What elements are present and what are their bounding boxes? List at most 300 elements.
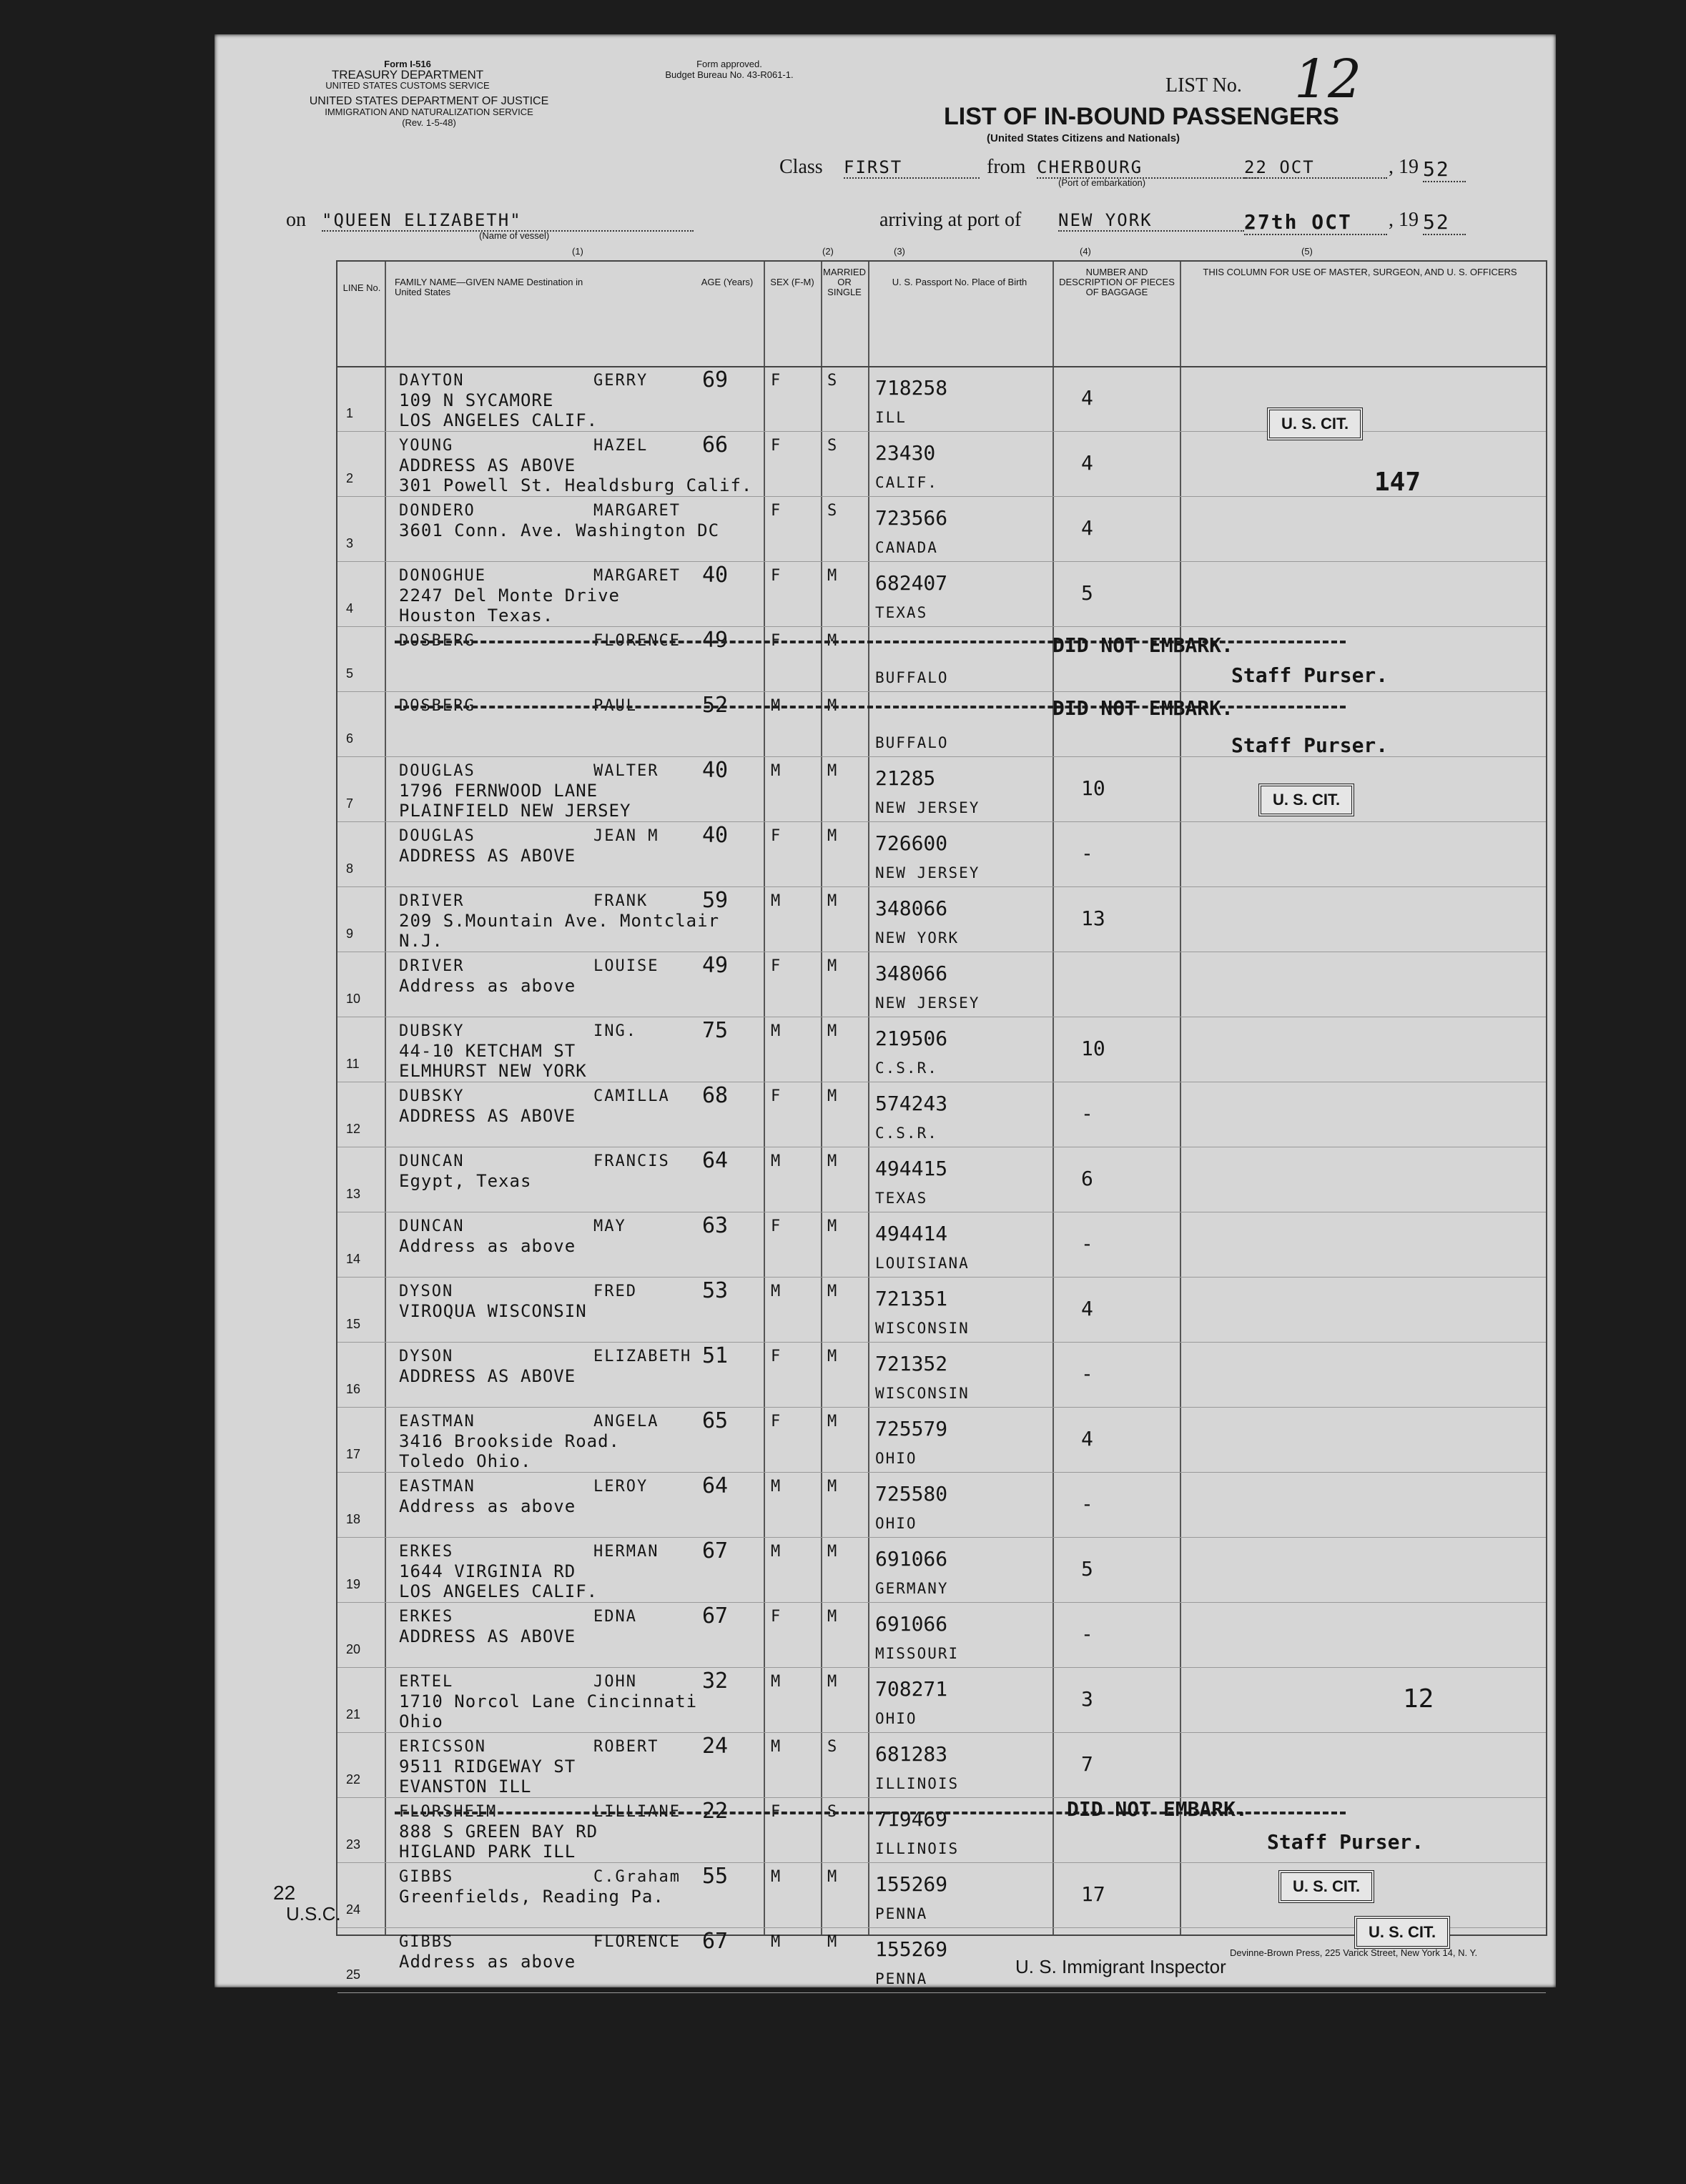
treasury-dept: TREASURY DEPARTMENT	[331, 68, 484, 81]
table-row	[337, 496, 1546, 562]
passport-number: 682407	[875, 571, 948, 595]
table-row	[337, 1667, 1546, 1733]
passport-number: 726600	[875, 831, 948, 855]
family-name: GIBBS	[399, 1933, 454, 1951]
line-number: 18	[346, 1512, 361, 1526]
us-cit-stamp: U. S. CIT.	[1354, 1916, 1450, 1949]
marital-status: M	[827, 1413, 837, 1431]
col-age: AGE (Years)	[701, 277, 754, 287]
marital-status: M	[827, 892, 837, 910]
family-name: ERKES	[399, 1608, 454, 1626]
age: 65	[702, 1408, 729, 1433]
rev-label: (Rev. 1-5-48)	[402, 117, 456, 128]
family-name: DUBSKY	[399, 1087, 465, 1105]
age: 52	[702, 693, 729, 718]
marital-status: M	[827, 1022, 837, 1040]
sex: F	[771, 1217, 781, 1235]
place-of-birth: NEW JERSEY	[875, 864, 980, 881]
staff-purser-5: Staff Purser.	[1231, 663, 1389, 687]
baggage-count: 4	[1081, 1297, 1093, 1320]
address-line-1: 209 S.Mountain Ave. Montclair	[399, 911, 720, 931]
address-line-1: ADDRESS AS ABOVE	[399, 1626, 576, 1646]
given-name: JEAN M	[593, 827, 659, 845]
address-line-2: ELMHURST NEW YORK	[399, 1061, 587, 1081]
given-name: FLORENCE	[593, 1933, 681, 1951]
staff-purser-6: Staff Purser.	[1231, 733, 1389, 757]
given-name: GERRY	[593, 372, 649, 390]
address-line-2: Ohio	[399, 1711, 443, 1731]
baggage-count: 10	[1081, 776, 1105, 800]
sex: F	[771, 437, 781, 455]
col-passport: U. S. Passport No. Place of Birth	[892, 277, 1027, 287]
family-name: DAYTON	[399, 372, 465, 390]
place-of-birth: ILLINOIS	[875, 1775, 960, 1792]
passport-number: 494415	[875, 1157, 948, 1180]
sex: M	[771, 762, 781, 780]
table-row	[337, 1537, 1546, 1603]
sex: M	[771, 1543, 781, 1561]
class-label: Class	[779, 156, 823, 178]
address-line-2: PLAINFIELD NEW JERSEY	[399, 801, 631, 821]
line-number: 19	[346, 1577, 361, 1591]
passport-number: 155269	[875, 1872, 948, 1896]
given-name: ROBERT	[593, 1738, 659, 1756]
marital-status: M	[827, 567, 837, 585]
address-line-2: Houston Texas.	[399, 606, 554, 626]
did-not-embark-6: DID NOT EMBARK.	[1052, 696, 1233, 720]
place-of-birth: TEXAS	[875, 604, 928, 621]
address-line-1: 1710 Norcol Lane Cincinnati	[399, 1691, 698, 1711]
address-line-2: HIGLAND PARK ILL	[399, 1842, 576, 1862]
family-name: DOUGLAS	[399, 762, 475, 780]
line-number: 10	[346, 992, 361, 1006]
age: 59	[702, 888, 729, 913]
address-line-1: 3416 Brookside Road.	[399, 1431, 620, 1451]
table-row	[337, 561, 1546, 627]
given-name: ELIZABETH	[593, 1348, 692, 1365]
passport-number: 574243	[875, 1092, 948, 1115]
line-number: 7	[346, 796, 354, 811]
given-name: LEROY	[593, 1478, 649, 1496]
family-name: ERICSSON	[399, 1738, 486, 1756]
place-of-birth: ILLINOIS	[875, 1840, 960, 1857]
table-row	[337, 1212, 1546, 1278]
sex: F	[771, 1348, 781, 1365]
baggage-count: 4	[1081, 386, 1093, 410]
table-row	[337, 1277, 1546, 1343]
address-line-1: 9511 RIDGEWAY ST	[399, 1756, 576, 1777]
marital-status: M	[827, 1543, 837, 1561]
place-of-birth: C.S.R.	[875, 1059, 938, 1077]
line-number: 11	[346, 1057, 360, 1071]
vessel-caption: (Name of vessel)	[479, 230, 550, 241]
sex: F	[771, 1087, 781, 1105]
passport-number: 723566	[875, 506, 948, 530]
address-line-2: Toledo Ohio.	[399, 1451, 532, 1471]
table-row	[337, 952, 1546, 1017]
age: 55	[702, 1864, 729, 1889]
col-num-1: (1)	[572, 246, 583, 257]
given-name: MARGARET	[593, 502, 681, 520]
age: 69	[702, 367, 729, 392]
col-officers: THIS COLUMN FOR USE OF MASTER, SURGEON, AND U. S. OFFICERS	[1203, 267, 1517, 277]
address-line-1: ADDRESS AS ABOVE	[399, 846, 576, 866]
arrive-port: NEW YORK	[1058, 210, 1244, 232]
form-approved-block	[636, 59, 822, 80]
table-row	[337, 1082, 1546, 1147]
address-line-1: ADDRESS AS ABOVE	[399, 455, 576, 475]
address-line-1: 1796 FERNWOOD LANE	[399, 781, 598, 801]
line-number: 15	[346, 1317, 361, 1331]
line-number: 21	[346, 1707, 361, 1721]
address-line-1: Address as above	[399, 1236, 576, 1256]
year-prefix-2: , 19	[1389, 209, 1419, 231]
marital-status: M	[827, 1152, 837, 1170]
family-name: DRIVER	[399, 957, 465, 975]
family-name: DOUGLAS	[399, 827, 475, 845]
given-name: HAZEL	[593, 437, 649, 455]
marital-status: S	[827, 372, 837, 390]
place-of-birth: OHIO	[875, 1710, 917, 1727]
marital-status: M	[827, 1087, 837, 1105]
arrive-date: 27th OCT	[1244, 210, 1387, 235]
marital-status: M	[827, 762, 837, 780]
address-line-1: Address as above	[399, 1496, 576, 1516]
marital-status: M	[827, 957, 837, 975]
line-number: 4	[346, 601, 354, 616]
col-line-no: LINE No.	[342, 282, 381, 293]
line-number: 12	[346, 1122, 361, 1136]
table-row	[337, 366, 1546, 432]
given-name: MARGARET	[593, 567, 681, 585]
age: 40	[702, 823, 729, 848]
form-approved: Form approved.	[696, 59, 762, 69]
table-row	[337, 431, 1546, 497]
place-of-birth: LOUISIANA	[875, 1255, 970, 1272]
line-number: 16	[346, 1382, 361, 1396]
address-line-1: ADDRESS AS ABOVE	[399, 1106, 576, 1126]
place-of-birth: C.S.R.	[875, 1125, 938, 1142]
table-row	[337, 1732, 1546, 1798]
family-name: DRIVER	[399, 892, 465, 910]
sex: M	[771, 892, 781, 910]
sex: F	[771, 632, 781, 650]
marital-status: S	[827, 1803, 837, 1821]
depart-year: 52	[1423, 157, 1466, 182]
sex: F	[771, 1803, 781, 1821]
immigrant-inspector: U. S. Immigrant Inspector	[1015, 1956, 1226, 1977]
address-line-1: Greenfields, Reading Pa.	[399, 1887, 664, 1907]
line-number: 8	[346, 861, 354, 876]
given-name: CAMILLA	[593, 1087, 670, 1105]
age: 32	[702, 1669, 729, 1694]
passport-number: 708271	[875, 1677, 948, 1701]
family-name: DOSBERG	[399, 632, 475, 650]
from-port: CHERBOURG	[1037, 157, 1258, 179]
table-row	[337, 1147, 1546, 1212]
sex: F	[771, 1608, 781, 1626]
baggage-count: -	[1081, 1232, 1093, 1255]
sex: M	[771, 1283, 781, 1300]
baggage-count: 5	[1081, 1557, 1093, 1581]
place-of-birth: MISSOURI	[875, 1645, 960, 1662]
baggage-count: 13	[1081, 906, 1105, 930]
line-number: 5	[346, 666, 354, 681]
passport-number: 219506	[875, 1027, 948, 1050]
address-line-1: Address as above	[399, 1952, 576, 1972]
age: 40	[702, 758, 729, 783]
address-line-1: 109 N SYCAMORE	[399, 390, 554, 410]
given-name: WALTER	[593, 762, 659, 780]
marital-status: M	[827, 697, 837, 715]
family-name: DYSON	[399, 1283, 454, 1300]
place-of-birth: BUFFALO	[875, 734, 949, 751]
passport-number: 725580	[875, 1482, 948, 1506]
baggage-count: 4	[1081, 451, 1093, 475]
sex: M	[771, 1933, 781, 1951]
class-value: FIRST	[844, 157, 980, 179]
passport-number: 494414	[875, 1222, 948, 1245]
address-line-1: ADDRESS AS ABOVE	[399, 1366, 576, 1386]
address-line-1: 2247 Del Monte Drive	[399, 585, 620, 606]
marital-status: M	[827, 827, 837, 845]
family-name: DONDERO	[399, 502, 475, 520]
from-label: from	[987, 156, 1026, 178]
marital-status: S	[827, 502, 837, 520]
us-cit-stamp: U. S. CIT.	[1258, 784, 1354, 816]
address-line-1: 888 S GREEN BAY RD	[399, 1822, 598, 1842]
line-number: 24	[346, 1902, 361, 1917]
line-number: 22	[346, 1772, 361, 1787]
place-of-birth: PENNA	[875, 1970, 928, 1987]
given-name: HERMAN	[593, 1543, 659, 1561]
passport-number: 718258	[875, 376, 948, 400]
document-title: LIST OF IN-BOUND PASSENGERS	[944, 103, 1339, 130]
passport-number: 21285	[875, 766, 936, 790]
place-of-birth: NEW JERSEY	[875, 994, 980, 1012]
family-name: EASTMAN	[399, 1478, 475, 1496]
sex: F	[771, 567, 781, 585]
baggage-count: 3	[1081, 1687, 1093, 1711]
given-name: FRANK	[593, 892, 649, 910]
marital-status: M	[827, 1217, 837, 1235]
marital-status: M	[827, 1283, 837, 1300]
sex: M	[771, 1673, 781, 1691]
baggage-count: -	[1081, 1102, 1093, 1125]
list-no-label: LIST No.	[1165, 74, 1242, 97]
sex: M	[771, 1152, 781, 1170]
sex: F	[771, 827, 781, 845]
sex: M	[771, 1022, 781, 1040]
doj-label: UNITED STATES DEPARTMENT OF JUSTICE	[309, 95, 549, 107]
margin-22: 22	[273, 1882, 296, 1904]
baggage-count: 5	[1081, 581, 1093, 605]
passport-number: 719469	[875, 1807, 948, 1831]
place-of-birth: TEXAS	[875, 1190, 928, 1207]
given-name: PAUL	[593, 697, 637, 715]
given-name: LILLIANE	[593, 1803, 681, 1821]
family-name: DONOGHUE	[399, 567, 486, 585]
baggage-count: 10	[1081, 1037, 1105, 1060]
family-name: DOSBERG	[399, 697, 475, 715]
family-name: ERKES	[399, 1543, 454, 1561]
age: 67	[702, 1604, 729, 1629]
given-name: FRED	[593, 1283, 637, 1300]
passport-number: 23430	[875, 441, 936, 465]
col-num-4: (4)	[1080, 246, 1091, 257]
place-of-birth: NEW YORK	[875, 929, 960, 947]
address-line-2: N.J.	[399, 931, 443, 951]
given-name: LOUISE	[593, 957, 659, 975]
doj-block	[307, 96, 551, 128]
given-name: ANGELA	[593, 1413, 659, 1431]
family-name: YOUNG	[399, 437, 454, 455]
sex: F	[771, 502, 781, 520]
table-row	[337, 1602, 1546, 1668]
age: 40	[702, 563, 729, 588]
place-of-birth: GERMANY	[875, 1580, 949, 1597]
age: 67	[702, 1929, 729, 1954]
marital-status: M	[827, 1608, 837, 1626]
us-cit-stamp: U. S. CIT.	[1267, 407, 1363, 440]
place-of-birth: CANADA	[875, 539, 938, 556]
table-row	[337, 886, 1546, 952]
place-of-birth: OHIO	[875, 1450, 917, 1467]
age: 51	[702, 1343, 729, 1368]
passport-number: 725579	[875, 1417, 948, 1441]
passport-number: 691066	[875, 1612, 948, 1636]
customs-service: UNITED STATES CUSTOMS SERVICE	[325, 80, 490, 91]
sex: F	[771, 1413, 781, 1431]
marital-status: M	[827, 1348, 837, 1365]
place-of-birth: WISCONSIN	[875, 1385, 970, 1402]
age: 24	[702, 1734, 729, 1759]
on-label: on	[286, 209, 306, 231]
passport-number: 681283	[875, 1742, 948, 1766]
ins-label: IMMIGRATION AND NATURALIZATION SERVICE	[325, 107, 533, 117]
marital-status: M	[827, 632, 837, 650]
age: 63	[702, 1213, 729, 1238]
given-name: EDNA	[593, 1608, 637, 1626]
age: 64	[702, 1148, 729, 1173]
sex: M	[771, 697, 781, 715]
age: 22	[702, 1799, 729, 1824]
line-number: 13	[346, 1187, 361, 1201]
age: 53	[702, 1278, 729, 1303]
baggage-count: -	[1081, 1362, 1093, 1385]
col-num-2: (2)	[822, 246, 834, 257]
age: 49	[702, 953, 729, 978]
manifest-sheet	[215, 34, 1556, 1987]
table-row	[337, 1407, 1546, 1473]
baggage-count: -	[1081, 1492, 1093, 1516]
place-of-birth: CALIF.	[875, 474, 938, 491]
family-name: DUNCAN	[399, 1152, 465, 1170]
marital-status: M	[827, 1933, 837, 1951]
depart-date: 22 OCT	[1244, 157, 1387, 179]
sex: M	[771, 1478, 781, 1496]
given-name: C.Graham	[593, 1868, 681, 1886]
passport-number: 721351	[875, 1287, 948, 1310]
family-name: EASTMAN	[399, 1413, 475, 1431]
given-name: FRANCIS	[593, 1152, 670, 1170]
line-number: 23	[346, 1837, 361, 1852]
margin-usc: U.S.C.	[286, 1903, 341, 1924]
given-name: ING.	[593, 1022, 637, 1040]
age: 66	[702, 433, 729, 458]
family-name: DUBSKY	[399, 1022, 465, 1040]
place-of-birth: PENNA	[875, 1905, 928, 1922]
sex: F	[771, 957, 781, 975]
table-row	[337, 821, 1546, 887]
age: 67	[702, 1538, 729, 1563]
address-line-2: EVANSTON ILL	[399, 1777, 532, 1797]
address-line-1: 3601 Conn. Ave. Washington DC	[399, 520, 720, 540]
document-subtitle: (United States Citizens and Nationals)	[987, 132, 1180, 144]
line-number: 9	[346, 927, 354, 941]
col-family-name: FAMILY NAME—GIVEN NAME Destination in United States	[395, 277, 583, 297]
line-number: 1	[346, 406, 354, 420]
line-number: 17	[346, 1447, 361, 1461]
line-number: 20	[346, 1642, 361, 1656]
address-line-1: 44-10 KETCHAM ST	[399, 1041, 576, 1061]
budget-bureau: Budget Bureau No. 43-R061-1.	[665, 69, 794, 80]
passport-number: 348066	[875, 962, 948, 985]
sex: M	[771, 1868, 781, 1886]
marital-status: S	[827, 437, 837, 455]
table-row	[337, 1342, 1546, 1408]
family-name: DUNCAN	[399, 1217, 465, 1235]
given-name: FLORENCE	[593, 632, 681, 650]
marital-status: S	[827, 1738, 837, 1756]
place-of-birth: ILL	[875, 409, 907, 426]
family-name: FLORSHEIM	[399, 1803, 498, 1821]
vessel-name: "QUEEN ELIZABETH"	[322, 210, 694, 232]
count-12: 12	[1403, 1684, 1434, 1714]
passport-number: 721352	[875, 1352, 948, 1375]
form-number: Form I-516	[384, 59, 431, 69]
address-line-1: VIROQUA WISCONSIN	[399, 1301, 587, 1321]
col-marital: MARRIED OR SINGLE	[823, 267, 866, 297]
place-of-birth: BUFFALO	[875, 669, 949, 686]
table-row	[337, 1017, 1546, 1082]
sex: M	[771, 1738, 781, 1756]
place-of-birth: OHIO	[875, 1515, 917, 1532]
table-row	[337, 756, 1546, 822]
line-number: 2	[346, 471, 354, 485]
did-not-embark-5: DID NOT EMBARK.	[1052, 633, 1233, 657]
baggage-count: -	[1081, 841, 1093, 865]
family-name: DYSON	[399, 1348, 454, 1365]
baggage-count: 6	[1081, 1167, 1093, 1190]
line-number: 3	[346, 536, 354, 550]
did-not-embark-23: DID NOT EMBARK.	[1067, 1797, 1248, 1821]
passport-number: 348066	[875, 896, 948, 920]
col-baggage: NUMBER AND DESCRIPTION OF PIECES OF BAGGAGE	[1059, 267, 1175, 297]
baggage-count: 17	[1081, 1882, 1105, 1906]
marital-status: M	[827, 1673, 837, 1691]
given-name: JOHN	[593, 1673, 637, 1691]
age: 68	[702, 1083, 729, 1108]
table-row	[337, 1472, 1546, 1538]
baggage-count: 4	[1081, 516, 1093, 540]
col-sex: SEX (F-M)	[770, 277, 814, 287]
col-num-3: (3)	[894, 246, 905, 257]
arriving-label: arriving at port of	[879, 209, 1022, 231]
printer-imprint: Devinne-Brown Press, 225 Varick Street, New York 14, N. Y.	[1230, 1947, 1478, 1958]
place-of-birth: WISCONSIN	[875, 1320, 970, 1337]
line-number: 6	[346, 731, 354, 746]
